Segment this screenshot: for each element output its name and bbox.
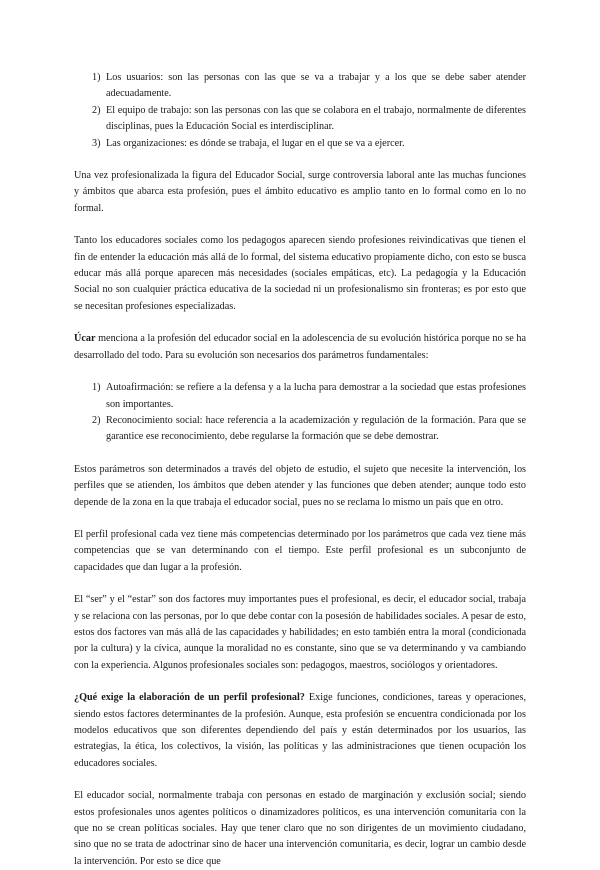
list-item — [74, 380, 526, 413]
paragraph-text: Exige funciones, condiciones, tareas y operaciones, siendo estos factores determinantes de la profesión. Aunque, esta profesión se encuentra condicionada por los modelos educativos que son diferentes dependiendo del país y están determinados por los usuarios, las estrategias, la ética, los colectivos, la visión, las políticas y las administraciones que tienen ocupación los educadores sociales. — [74, 692, 526, 769]
author-name: Úcar — [74, 333, 96, 345]
list-text: El equipo de trabajo: son las personas con las que se colabora en el trabajo, normalmente de diferentes disciplinas, pues la Educación Social es interdisciplinar. — [106, 104, 526, 133]
list-item — [74, 136, 526, 152]
paragraph — [74, 331, 526, 364]
list-item — [74, 70, 526, 103]
list-item — [74, 413, 526, 446]
users-team-org-list — [74, 70, 526, 152]
list-text: Autoafirmación: se refiere a la defensa y a la lucha para demostrar a la sociedad que estas profesiones son importantes. — [106, 382, 526, 410]
paragraph: Tanto los educadores sociales como los pedagogos aparecen siendo profesiones reivindicativas que tienen el fin de entender la educación más allá de lo formal, del sistema educativo propiamente dicho, con esto se busca educar más allá porque aparecen más necesidades (sociales empáticas, etc). La pedagogía y la Educación Social no son cualquier práctica educativa de la sociedad ni un profesionalismo sin fronteras; es por esto que se necesitan profesiones especializadas. — [74, 235, 526, 312]
paragraph: Estos parámetros son determinados a través del objeto de estudio, el sujeto que necesite la intervención, los perfiles que se atienden, los ámbitos que deben atender y las funciones que deben atender; aunque todo esto depende de la zona en la que trabaja el educador social, pues no se reclama lo mismo un país que en otro. — [74, 463, 526, 508]
list-item — [74, 103, 526, 136]
parameters-list — [74, 380, 526, 446]
paragraph-text: menciona a la profesión del educador social en la adolescencia de su evolución histórica porque no se ha desarrollado del todo. Para su evolución son necesarios dos parámetros fundamentales: — [74, 333, 526, 361]
paragraph: El educador social, normalmente trabaja con personas en estado de marginación y exclusión social; siendo estos profesionales unos agentes políticos o dinamizadores políticos, es una intervención comunitaria con la que no se crean políticas sociales. Hay que tener claro que no son dirigentes de un movimiento ciudadano, sino que no se trata de adoctrinar sino de hacer una intervención comunitaria, es decir, lograr un cambio desde la intervención. Por esto se dice que — [74, 790, 526, 867]
list-number: 3) — [92, 137, 101, 149]
list-text: Los usuarios: son las personas con las que se va a trabajar y a los que se debe saber atender adecuadamente. — [106, 72, 526, 100]
paragraph — [74, 690, 526, 772]
question-heading: ¿Qué exige la elaboración de un perfil profesional? — [74, 692, 305, 704]
list-number: 1) — [92, 72, 101, 83]
list-number: 1) — [92, 382, 101, 394]
list-text: Reconocimiento social: hace referencia a la academización y regulación de la formación. Para que se garantice ese reconocimiento, debe regularse la formación que se debe demostrar. — [106, 414, 526, 443]
list-number: 2) — [92, 104, 101, 116]
document-body — [74, 70, 526, 870]
paragraph: El perfil profesional cada vez tiene más competencias determinado por los parámetros que cada vez tiene más competencias que se van determinando con el tiempo. Este perfil profesional es un subconjunto de capacidades que dan lugar a la profesión. — [74, 528, 526, 573]
paragraph: El “ser” y el “estar” son dos factores muy importantes pues el profesional, es decir, el educador social, trabaja y se relaciona con las personas, por lo que debe contar con la posesión de habilidades sociales. A pesar de esto, estos dos factores van más allá de las capacidades y habilidades; en esto también entra la moral (condicionada por la cultura) y la cívica, aunque la moralidad no es constante, sino que se va determinando y va cambiando con la experiencia. Algunos profesionales sociales son: pedagogos, maestros, sociólogos y orientadores. — [74, 594, 526, 671]
paragraph: Una vez profesionalizada la figura del Educador Social, surge controversia laboral ante las muchas funciones y ámbitos que abarca esta profesión, pues el ámbito educativo es amplio tanto en lo formal como en lo no formal. — [74, 170, 526, 214]
list-text: Las organizaciones: es dónde se trabaja, el lugar en el que se va a ejercer. — [106, 137, 405, 149]
list-number: 2) — [92, 414, 101, 426]
